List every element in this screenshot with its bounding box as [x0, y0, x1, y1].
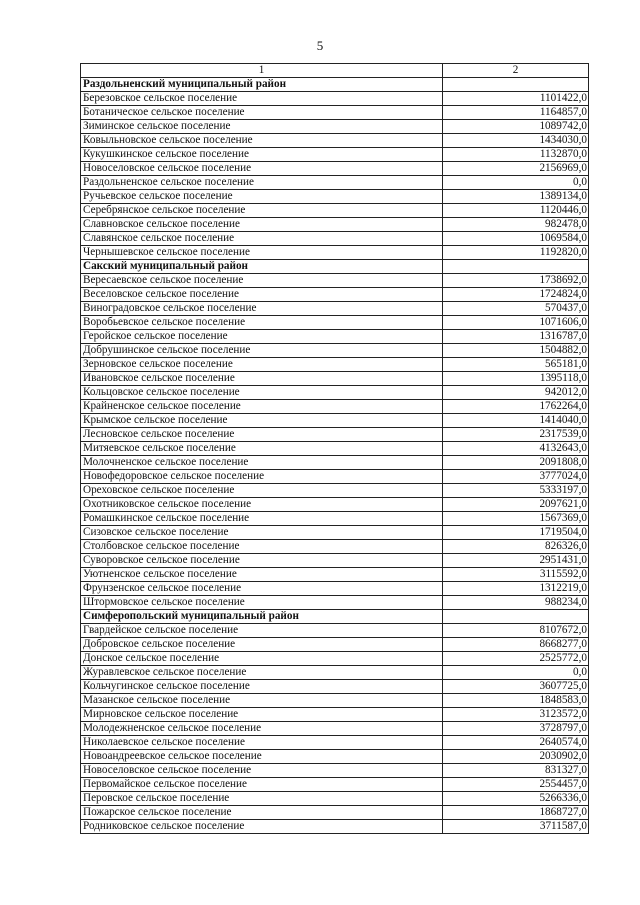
table-row — [81, 120, 589, 134]
table-row — [81, 470, 589, 484]
table-row — [81, 680, 589, 694]
settlement-name: Мирновское сельское поселение — [81, 708, 443, 722]
amount-value: 1504882,0 — [443, 344, 589, 358]
settlement-name: Молодежненское сельское поселение — [81, 722, 443, 736]
table-row — [81, 442, 589, 456]
column-header-2: 2 — [443, 64, 589, 78]
settlement-name: Новоселовское сельское поселение — [81, 764, 443, 778]
settlement-name: Донское сельское поселение — [81, 652, 443, 666]
amount-value: 1192820,0 — [443, 246, 589, 260]
table-row — [81, 218, 589, 232]
settlement-name: Серебрянское сельское поселение — [81, 204, 443, 218]
amount-value: 3777024,0 — [443, 470, 589, 484]
table-row — [81, 316, 589, 330]
settlement-name: Столбовское сельское поселение — [81, 540, 443, 554]
district-name: Симферопольский муниципальный район — [81, 610, 443, 624]
amount-value: 1071606,0 — [443, 316, 589, 330]
amount-value: 1164857,0 — [443, 106, 589, 120]
table-row — [81, 694, 589, 708]
settlement-name: Мазанское сельское поселение — [81, 694, 443, 708]
amount-value: 1868727,0 — [443, 806, 589, 820]
settlement-name: Лесновское сельское поселение — [81, 428, 443, 442]
amount-value: 8668277,0 — [443, 638, 589, 652]
table-row — [81, 736, 589, 750]
amount-value: 2554457,0 — [443, 778, 589, 792]
settlement-name: Фрунзенское сельское поселение — [81, 582, 443, 596]
table-row — [81, 820, 589, 834]
table-row — [81, 484, 589, 498]
amount-value: 2091808,0 — [443, 456, 589, 470]
settlement-name: Вересаевское сельское поселение — [81, 274, 443, 288]
table-row — [81, 666, 589, 680]
amount-value: 988234,0 — [443, 596, 589, 610]
table-row — [81, 176, 589, 190]
table-row — [81, 582, 589, 596]
amount-value: 0,0 — [443, 176, 589, 190]
district-name: Раздольненский муниципальный район — [81, 78, 443, 92]
table-row — [81, 526, 589, 540]
settlement-name: Кольцовское сельское поселение — [81, 386, 443, 400]
table-row — [81, 134, 589, 148]
settlement-name: Пожарское сельское поселение — [81, 806, 443, 820]
amount-value: 0,0 — [443, 666, 589, 680]
settlement-name: Виноградовское сельское поселение — [81, 302, 443, 316]
table-row — [81, 624, 589, 638]
settlement-name: Добрушинское сельское поселение — [81, 344, 443, 358]
amount-value: 1069584,0 — [443, 232, 589, 246]
table-row — [81, 722, 589, 736]
amount-value: 1738692,0 — [443, 274, 589, 288]
amount-value: 1719504,0 — [443, 526, 589, 540]
settlement-name: Новоселовское сельское поселение — [81, 162, 443, 176]
settlement-name: Веселовское сельское поселение — [81, 288, 443, 302]
amount-value: 1395118,0 — [443, 372, 589, 386]
amount-value: 1567369,0 — [443, 512, 589, 526]
amount-value: 565181,0 — [443, 358, 589, 372]
table-row — [81, 204, 589, 218]
amount-value: 2030902,0 — [443, 750, 589, 764]
settlement-name: Ручьевское сельское поселение — [81, 190, 443, 204]
amount-value: 2156969,0 — [443, 162, 589, 176]
settlement-name: Родниковское сельское поселение — [81, 820, 443, 834]
amount-value: 831327,0 — [443, 764, 589, 778]
amount-value: 1724824,0 — [443, 288, 589, 302]
amount-value: 982478,0 — [443, 218, 589, 232]
page-number: 5 — [316, 38, 324, 53]
amount-value: 1762264,0 — [443, 400, 589, 414]
district-header-row — [81, 260, 589, 274]
table-row — [81, 540, 589, 554]
district-header-row — [81, 610, 589, 624]
settlement-name: Ивановское сельское поселение — [81, 372, 443, 386]
settlement-name: Журавлевское сельское поселение — [81, 666, 443, 680]
settlement-name: Николаевское сельское поселение — [81, 736, 443, 750]
amount-value: 3607725,0 — [443, 680, 589, 694]
table-row — [81, 652, 589, 666]
settlement-name: Новоандреевское сельское поселение — [81, 750, 443, 764]
column-header-row — [81, 64, 589, 78]
settlement-name: Березовское сельское поселение — [81, 92, 443, 106]
amount-value: 2317539,0 — [443, 428, 589, 442]
amount-value: 1312219,0 — [443, 582, 589, 596]
settlement-name: Суворовское сельское поселение — [81, 554, 443, 568]
settlement-name: Ромашкинское сельское поселение — [81, 512, 443, 526]
table-row — [81, 596, 589, 610]
settlement-name: Славновское сельское поселение — [81, 218, 443, 232]
table-row — [81, 428, 589, 442]
table-row — [81, 162, 589, 176]
table-row — [81, 792, 589, 806]
amount-value: 1389134,0 — [443, 190, 589, 204]
amount-value: 4132643,0 — [443, 442, 589, 456]
table-row — [81, 456, 589, 470]
table-row — [81, 568, 589, 582]
settlement-name: Новофедоровское сельское поселение — [81, 470, 443, 484]
settlement-name: Гвардейское сельское поселение — [81, 624, 443, 638]
table-row — [81, 750, 589, 764]
settlement-name: Раздольненское сельское поселение — [81, 176, 443, 190]
table-row — [81, 92, 589, 106]
table-row — [81, 372, 589, 386]
settlement-name: Кольчугинское сельское поселение — [81, 680, 443, 694]
settlement-name: Ковыльновское сельское поселение — [81, 134, 443, 148]
amount-value: 1414040,0 — [443, 414, 589, 428]
table-row — [81, 498, 589, 512]
settlement-name: Первомайское сельское поселение — [81, 778, 443, 792]
amount-value: 3728797,0 — [443, 722, 589, 736]
allocation-table — [80, 63, 589, 834]
amount-value: 1434030,0 — [443, 134, 589, 148]
amount-value: 3115592,0 — [443, 568, 589, 582]
settlement-name: Уютненское сельское поселение — [81, 568, 443, 582]
settlement-name: Штормовское сельское поселение — [81, 596, 443, 610]
table-row — [81, 288, 589, 302]
settlement-name: Зиминское сельское поселение — [81, 120, 443, 134]
settlement-name: Митяевское сельское поселение — [81, 442, 443, 456]
column-header-1: 1 — [81, 64, 443, 78]
table-row — [81, 344, 589, 358]
amount-value: 2097621,0 — [443, 498, 589, 512]
table-row — [81, 330, 589, 344]
settlement-name: Ореховское сельское поселение — [81, 484, 443, 498]
settlement-name: Ботаническое сельское поселение — [81, 106, 443, 120]
table-row — [81, 806, 589, 820]
amount-value: 826326,0 — [443, 540, 589, 554]
table-row — [81, 708, 589, 722]
table-row — [81, 554, 589, 568]
amount-value: 2525772,0 — [443, 652, 589, 666]
settlement-name: Крымское сельское поселение — [81, 414, 443, 428]
table-row — [81, 302, 589, 316]
amount-value: 1089742,0 — [443, 120, 589, 134]
settlement-name: Чернышевское сельское поселение — [81, 246, 443, 260]
amount-value: 2640574,0 — [443, 736, 589, 750]
table-row — [81, 274, 589, 288]
amount-value: 1120446,0 — [443, 204, 589, 218]
settlement-name: Зерновское сельское поселение — [81, 358, 443, 372]
settlement-name: Сизовское сельское поселение — [81, 526, 443, 540]
district-name: Сакский муниципальный район — [81, 260, 443, 274]
amount-value — [443, 78, 589, 92]
settlement-name: Молочненское сельское поселение — [81, 456, 443, 470]
amount-value — [443, 610, 589, 624]
amount-value: 3711587,0 — [443, 820, 589, 834]
settlement-name: Геройское сельское поселение — [81, 330, 443, 344]
amount-value: 1316787,0 — [443, 330, 589, 344]
table-row — [81, 764, 589, 778]
amount-value: 8107672,0 — [443, 624, 589, 638]
table-row — [81, 778, 589, 792]
table-row — [81, 106, 589, 120]
amount-value: 1132870,0 — [443, 148, 589, 162]
table-row — [81, 414, 589, 428]
amount-value: 5266336,0 — [443, 792, 589, 806]
table-row — [81, 386, 589, 400]
amount-value: 2951431,0 — [443, 554, 589, 568]
table-row — [81, 190, 589, 204]
settlement-name: Кукушкинское сельское поселение — [81, 148, 443, 162]
settlement-name: Славянское сельское поселение — [81, 232, 443, 246]
settlement-name: Воробьевское сельское поселение — [81, 316, 443, 330]
table-row — [81, 246, 589, 260]
settlement-name: Крайненское сельское поселение — [81, 400, 443, 414]
table-body — [81, 64, 589, 834]
amount-value: 1848583,0 — [443, 694, 589, 708]
table-row — [81, 400, 589, 414]
table-row — [81, 638, 589, 652]
settlement-name: Перовское сельское поселение — [81, 792, 443, 806]
table-row — [81, 512, 589, 526]
amount-value: 942012,0 — [443, 386, 589, 400]
settlement-name: Охотниковское сельское поселение — [81, 498, 443, 512]
district-header-row — [81, 78, 589, 92]
amount-value: 570437,0 — [443, 302, 589, 316]
amount-value — [443, 260, 589, 274]
settlement-name: Добровское сельское поселение — [81, 638, 443, 652]
table-row — [81, 358, 589, 372]
table-row — [81, 232, 589, 246]
amount-value: 3123572,0 — [443, 708, 589, 722]
amount-value: 5333197,0 — [443, 484, 589, 498]
table-row — [81, 148, 589, 162]
amount-value: 1101422,0 — [443, 92, 589, 106]
